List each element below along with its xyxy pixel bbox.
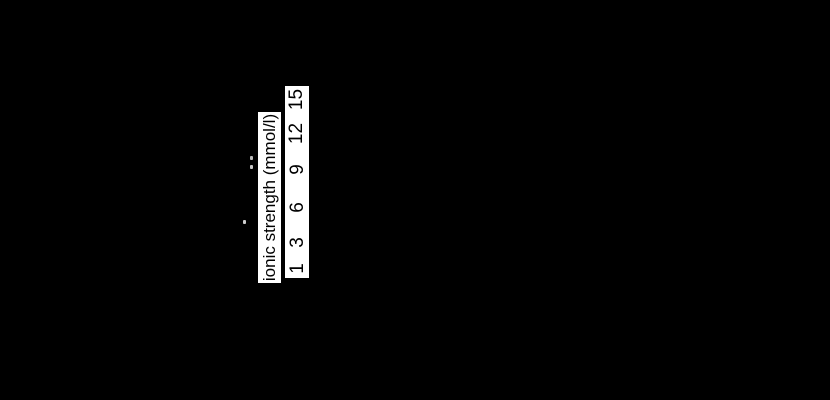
artifact-speck — [250, 165, 253, 169]
tick-label-6: 6 — [286, 201, 308, 213]
tick-label-12: 12 — [286, 122, 308, 144]
tick-label-9: 9 — [286, 163, 308, 175]
axis-tick-box — [285, 86, 309, 278]
artifact-speck — [250, 156, 253, 160]
axis-title-box — [258, 112, 281, 283]
axis-title: ionic strength (mmol/l) — [260, 113, 279, 282]
artifact-speck — [243, 220, 246, 224]
tick-label-1: 1 — [286, 262, 308, 274]
tick-label-3: 3 — [286, 236, 308, 248]
tick-label-15: 15 — [286, 88, 308, 110]
